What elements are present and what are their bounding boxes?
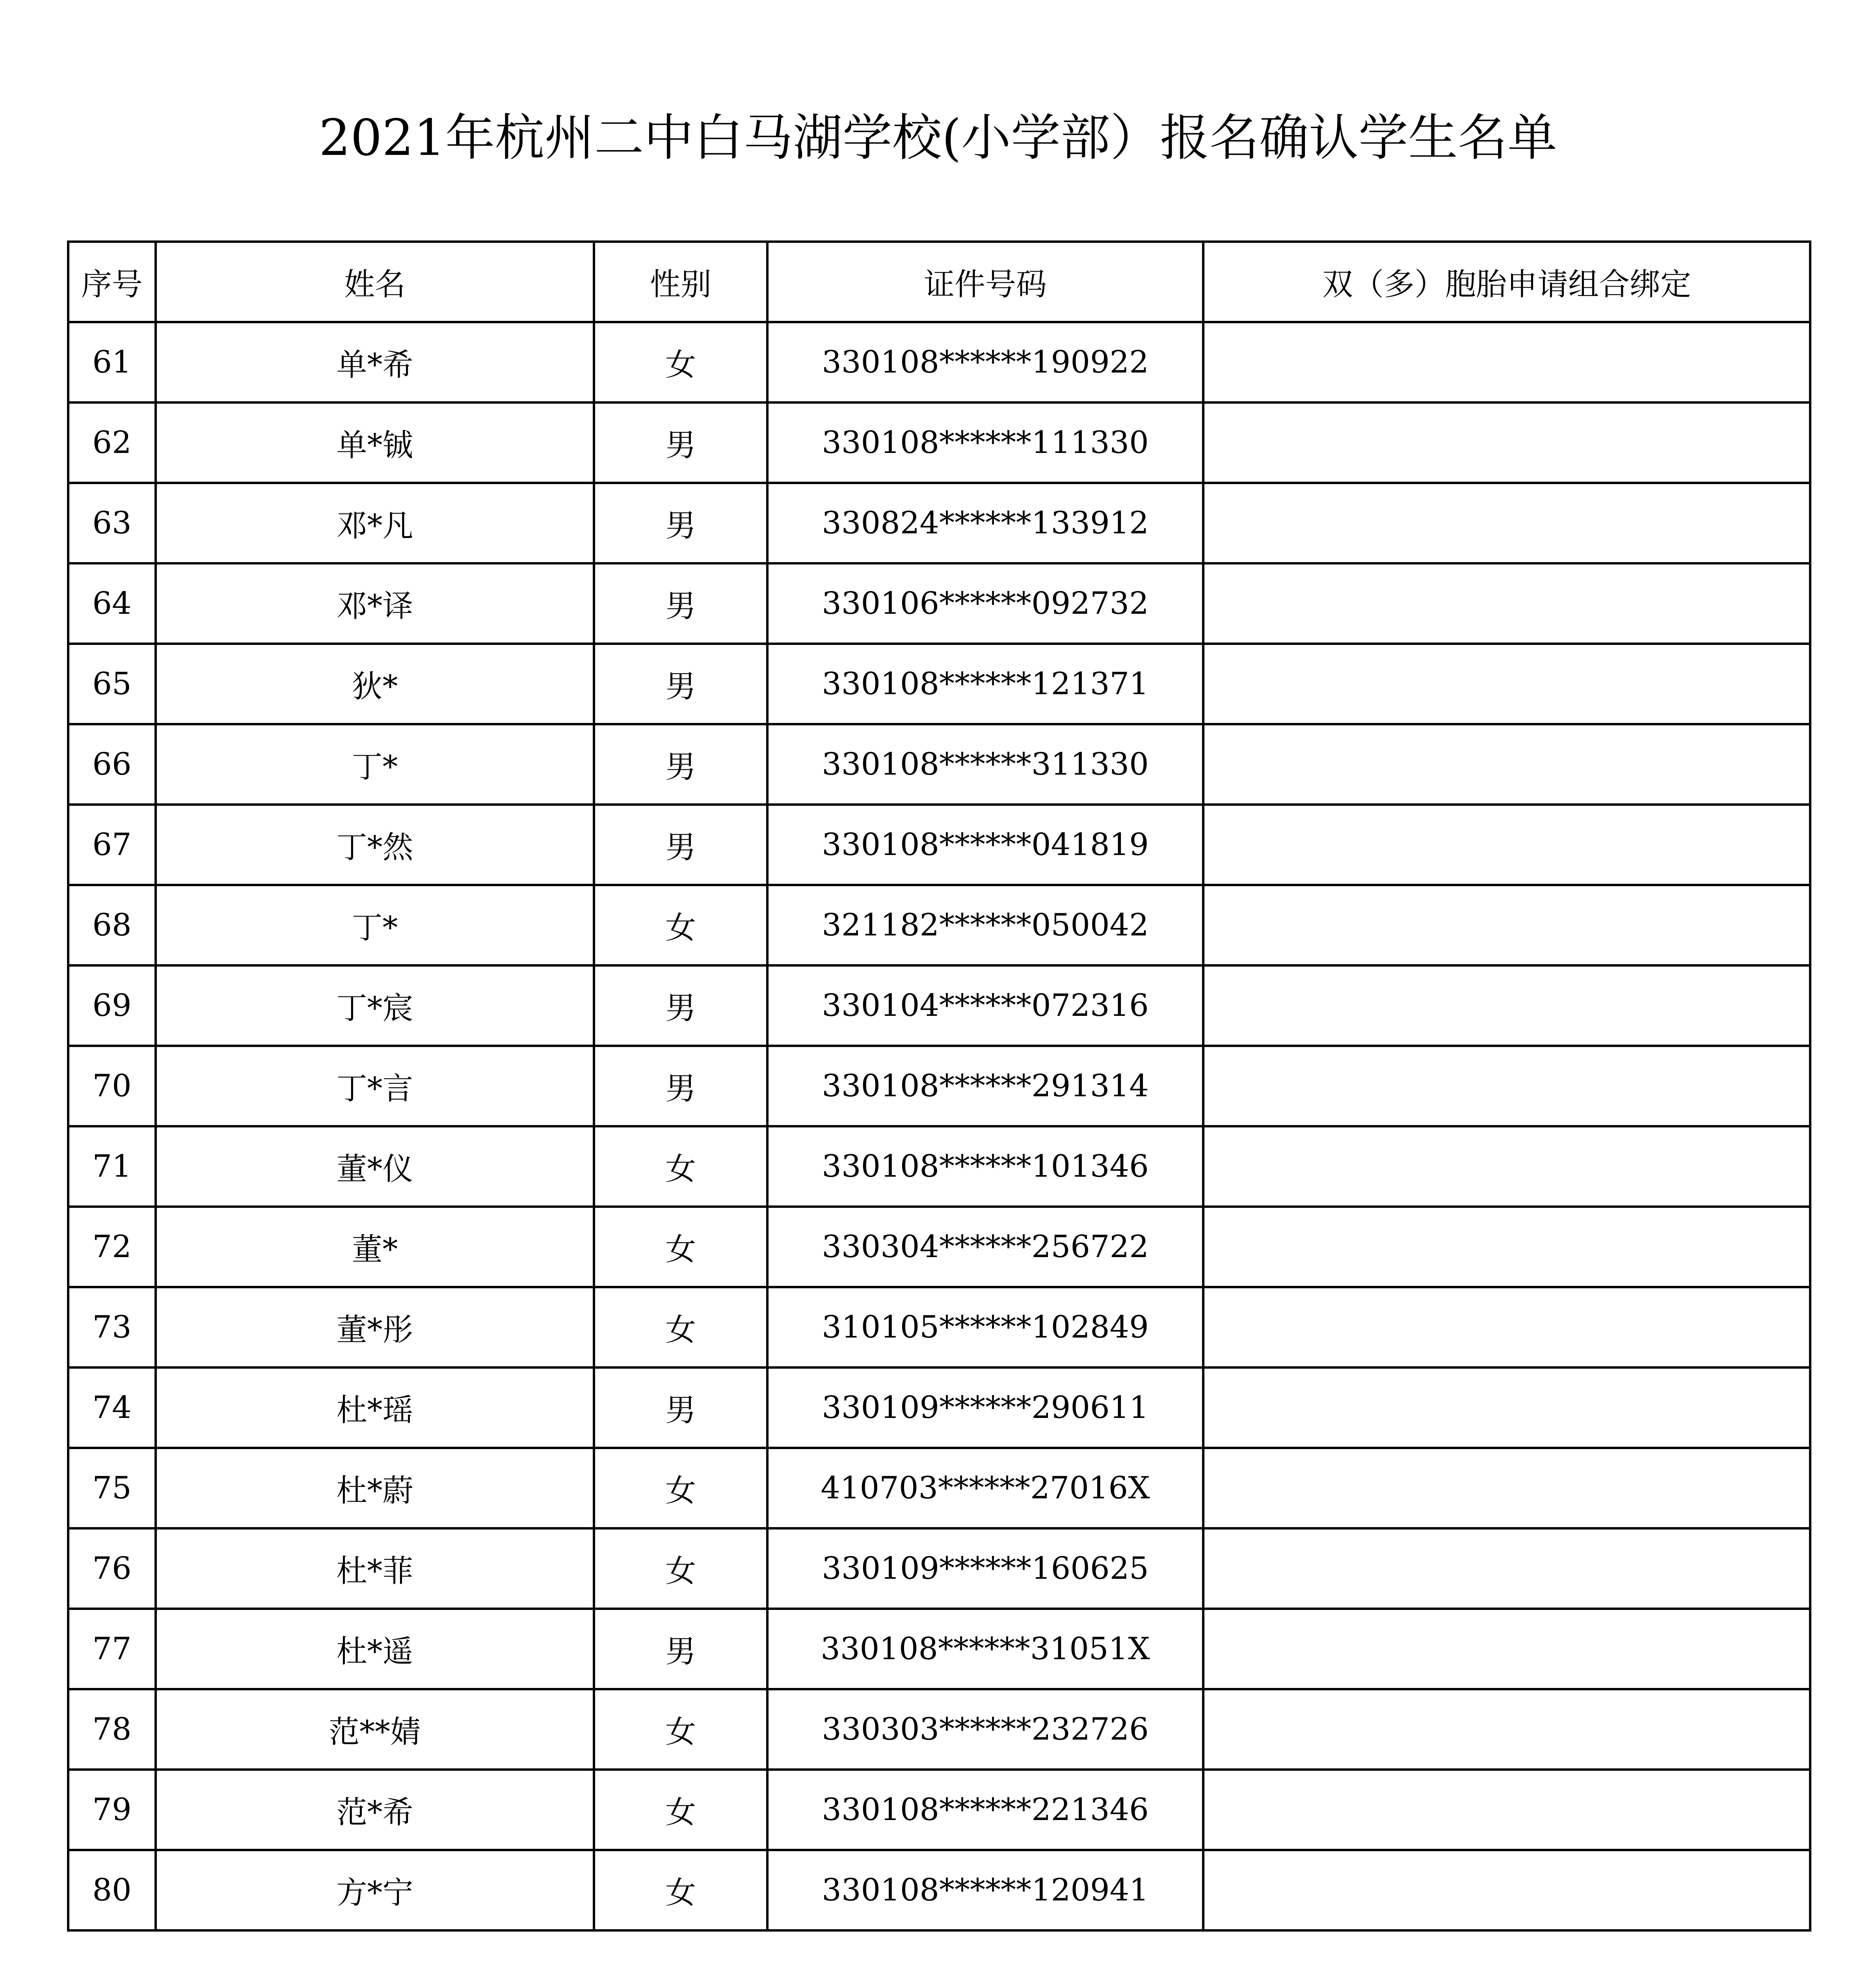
cell-seq: 62 [68, 402, 156, 483]
table-row [68, 965, 1810, 1046]
cell-id-number: 330104******072316 [767, 965, 1203, 1046]
cell-name: 方*宁 [156, 1850, 594, 1930]
table-row [68, 1367, 1810, 1448]
cell-twin-binding [1203, 644, 1810, 724]
cell-name: 杜*蔚 [156, 1448, 594, 1528]
cell-gender: 女 [594, 1850, 767, 1930]
cell-id-number: 330303******232726 [767, 1689, 1203, 1770]
cell-gender: 女 [594, 322, 767, 402]
cell-seq: 63 [68, 483, 156, 563]
cell-gender: 男 [594, 483, 767, 563]
cell-twin-binding [1203, 402, 1810, 483]
cell-id-number: 330108******120941 [767, 1850, 1203, 1930]
cell-twin-binding [1203, 483, 1810, 563]
cell-twin-binding [1203, 1367, 1810, 1448]
header-gender: 性别 [594, 242, 767, 322]
cell-id-number: 330108******111330 [767, 402, 1203, 483]
header-id-number: 证件号码 [767, 242, 1203, 322]
cell-name: 董*仪 [156, 1126, 594, 1207]
cell-gender: 女 [594, 1528, 767, 1609]
table-row [68, 1046, 1810, 1126]
cell-id-number: 410703******27016X [767, 1448, 1203, 1528]
cell-twin-binding [1203, 1126, 1810, 1207]
student-roster-table [67, 240, 1811, 1932]
table-row [68, 1207, 1810, 1287]
cell-twin-binding [1203, 1046, 1810, 1126]
table-row [68, 1448, 1810, 1528]
cell-name: 范**婧 [156, 1689, 594, 1770]
cell-name: 董* [156, 1207, 594, 1287]
cell-name: 单*铖 [156, 402, 594, 483]
cell-seq: 73 [68, 1287, 156, 1367]
table-row [68, 563, 1810, 644]
cell-gender: 男 [594, 644, 767, 724]
cell-gender: 女 [594, 885, 767, 965]
cell-id-number: 330108******311330 [767, 724, 1203, 805]
cell-seq: 67 [68, 805, 156, 885]
cell-id-number: 330304******256722 [767, 1207, 1203, 1287]
table-row [68, 1528, 1810, 1609]
cell-twin-binding [1203, 724, 1810, 805]
cell-id-number: 330108******190922 [767, 322, 1203, 402]
cell-twin-binding [1203, 1689, 1810, 1770]
cell-gender: 女 [594, 1126, 767, 1207]
cell-name: 邓*译 [156, 563, 594, 644]
table-row [68, 1287, 1810, 1367]
cell-twin-binding [1203, 563, 1810, 644]
header-seq: 序号 [68, 242, 156, 322]
cell-id-number: 330108******101346 [767, 1126, 1203, 1207]
cell-name: 范*希 [156, 1770, 594, 1850]
cell-gender: 男 [594, 724, 767, 805]
cell-seq: 79 [68, 1770, 156, 1850]
cell-twin-binding [1203, 1770, 1810, 1850]
cell-name: 邓*凡 [156, 483, 594, 563]
cell-id-number: 330109******290611 [767, 1367, 1203, 1448]
cell-id-number: 330106******092732 [767, 563, 1203, 644]
cell-seq: 71 [68, 1126, 156, 1207]
table-row [68, 1609, 1810, 1689]
cell-name: 杜*遥 [156, 1609, 594, 1689]
cell-id-number: 330108******31051X [767, 1609, 1203, 1689]
cell-seq: 80 [68, 1850, 156, 1930]
cell-seq: 75 [68, 1448, 156, 1528]
cell-twin-binding [1203, 322, 1810, 402]
table-row [68, 322, 1810, 402]
page-title: 2021年杭州二中白马湖学校(小学部）报名确认学生名单 [319, 109, 1557, 167]
table-row [68, 885, 1810, 965]
cell-name: 单*希 [156, 322, 594, 402]
cell-gender: 男 [594, 805, 767, 885]
cell-twin-binding [1203, 1448, 1810, 1528]
cell-seq: 70 [68, 1046, 156, 1126]
cell-gender: 男 [594, 965, 767, 1046]
cell-gender: 女 [594, 1448, 767, 1528]
cell-id-number: 330108******121371 [767, 644, 1203, 724]
cell-seq: 78 [68, 1689, 156, 1770]
cell-twin-binding [1203, 1207, 1810, 1287]
cell-id-number: 321182******050042 [767, 885, 1203, 965]
table-row [68, 483, 1810, 563]
table-row [68, 724, 1810, 805]
table-row [68, 402, 1810, 483]
table-body [68, 322, 1810, 1930]
cell-gender: 男 [594, 1046, 767, 1126]
cell-id-number: 330109******160625 [767, 1528, 1203, 1609]
cell-name: 丁*言 [156, 1046, 594, 1126]
cell-seq: 64 [68, 563, 156, 644]
cell-seq: 74 [68, 1367, 156, 1448]
cell-seq: 69 [68, 965, 156, 1046]
cell-twin-binding [1203, 965, 1810, 1046]
table-row [68, 1770, 1810, 1850]
cell-twin-binding [1203, 1528, 1810, 1609]
cell-twin-binding [1203, 1609, 1810, 1689]
cell-gender: 男 [594, 1367, 767, 1448]
table-row [68, 1689, 1810, 1770]
cell-seq: 76 [68, 1528, 156, 1609]
cell-seq: 72 [68, 1207, 156, 1287]
cell-name: 丁* [156, 885, 594, 965]
cell-name: 丁*宸 [156, 965, 594, 1046]
cell-name: 董*彤 [156, 1287, 594, 1367]
cell-gender: 男 [594, 563, 767, 644]
table-row [68, 644, 1810, 724]
cell-name: 杜*瑶 [156, 1367, 594, 1448]
table-row [68, 805, 1810, 885]
cell-id-number: 330108******041819 [767, 805, 1203, 885]
cell-id-number: 330108******291314 [767, 1046, 1203, 1126]
table-row [68, 1126, 1810, 1207]
cell-name: 丁*然 [156, 805, 594, 885]
header-twin-binding: 双（多）胞胎申请组合绑定 [1203, 242, 1810, 322]
cell-seq: 61 [68, 322, 156, 402]
header-row [68, 242, 1810, 322]
cell-twin-binding [1203, 1287, 1810, 1367]
cell-id-number: 330824******133912 [767, 483, 1203, 563]
cell-twin-binding [1203, 885, 1810, 965]
cell-gender: 女 [594, 1207, 767, 1287]
cell-seq: 66 [68, 724, 156, 805]
cell-seq: 77 [68, 1609, 156, 1689]
cell-seq: 68 [68, 885, 156, 965]
cell-seq: 65 [68, 644, 156, 724]
cell-gender: 男 [594, 402, 767, 483]
cell-id-number: 310105******102849 [767, 1287, 1203, 1367]
cell-gender: 女 [594, 1287, 767, 1367]
cell-twin-binding [1203, 1850, 1810, 1930]
cell-name: 丁* [156, 724, 594, 805]
table-header [68, 242, 1810, 322]
cell-gender: 女 [594, 1689, 767, 1770]
cell-name: 杜*菲 [156, 1528, 594, 1609]
table-row [68, 1850, 1810, 1930]
cell-gender: 女 [594, 1770, 767, 1850]
header-name: 姓名 [156, 242, 594, 322]
cell-gender: 男 [594, 1609, 767, 1689]
cell-name: 狄* [156, 644, 594, 724]
cell-twin-binding [1203, 805, 1810, 885]
cell-id-number: 330108******221346 [767, 1770, 1203, 1850]
